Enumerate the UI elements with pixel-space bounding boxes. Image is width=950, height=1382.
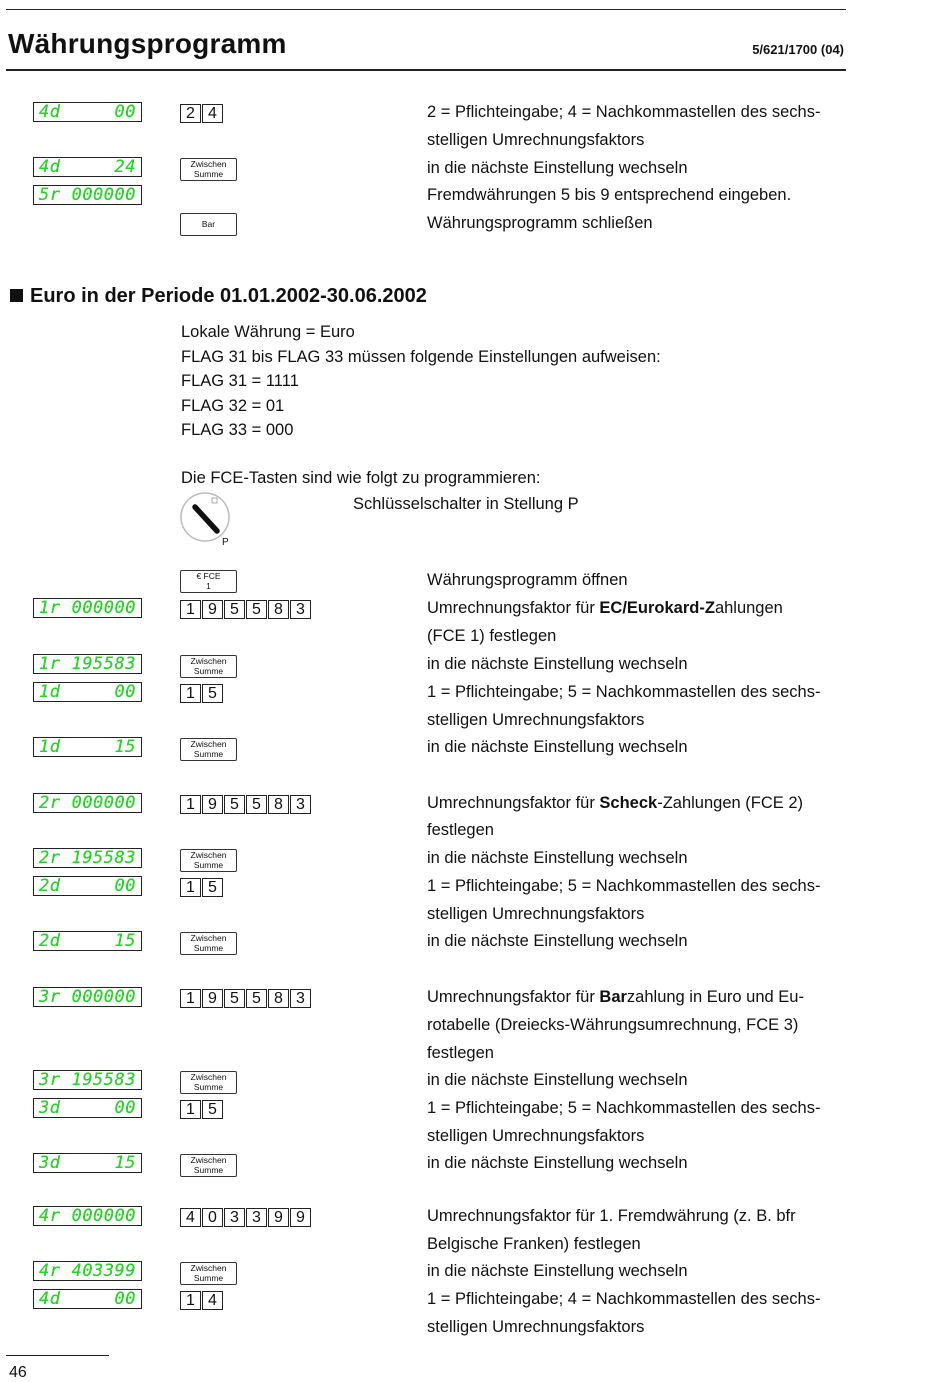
description-line: stelligen Umrechnungsfaktors [427, 711, 645, 729]
description-line: Fremdwährungen 5 bis 9 entsprechend eingeben. [427, 186, 792, 204]
lcd-display: 3d 15 [33, 1153, 142, 1173]
description-line: Belgische Franken) festlegen [427, 1235, 641, 1253]
digit-key: 9 [290, 1208, 311, 1227]
key-sequence [180, 104, 223, 123]
lcd-display: 3r 195583 [33, 1070, 142, 1090]
key-sequence [180, 1208, 311, 1227]
intro-line: FLAG 32 = 01 [181, 397, 285, 415]
lcd-display: 4d 24 [33, 157, 142, 177]
program-intro: Die FCE-Tasten sind wie folgt zu programmieren: [181, 469, 541, 487]
zwischensumme-key: Zwischen Summe [180, 1262, 237, 1285]
digit-key: 4 [180, 1208, 201, 1227]
description-line: in die nächste Einstellung wechseln [427, 738, 688, 756]
key-sequence [180, 795, 311, 814]
digit-key: 5 [202, 684, 223, 703]
description-line: (FCE 1) festlegen [427, 627, 557, 645]
description-line: 2 = Pflichteingabe; 4 = Nachkommastellen des sechs- [427, 103, 821, 121]
description-line: in die nächste Einstellung wechseln [427, 1154, 688, 1172]
digit-key: 3 [290, 795, 311, 814]
description-line: Währungsprogramm öffnen [427, 571, 628, 589]
key-sequence [180, 878, 223, 897]
lcd-display: 1r 000000 [33, 598, 142, 618]
zwischensumme-key: Zwischen Summe [180, 932, 237, 955]
digit-key: 8 [268, 600, 289, 619]
digit-key: 4 [202, 1291, 223, 1310]
zwischensumme-key: Zwischen Summe [180, 655, 237, 678]
bar-key: Bar [180, 213, 237, 236]
digit-key: 5 [202, 878, 223, 897]
digit-key: 9 [268, 1208, 289, 1227]
document-code: 5/621/1700 (04) [752, 42, 844, 57]
lcd-display: 1d 00 [33, 682, 142, 702]
digit-key: 9 [202, 795, 223, 814]
key-sequence [180, 989, 311, 1008]
intro-line: FLAG 31 bis FLAG 33 müssen folgende Einstellungen aufweisen: [181, 348, 661, 366]
description-line: in die nächste Einstellung wechseln [427, 159, 688, 177]
description-line: in die nächste Einstellung wechseln [427, 849, 688, 867]
description-line: stelligen Umrechnungsfaktors [427, 1127, 645, 1145]
key-sequence [180, 1291, 223, 1310]
description-line: Umrechnungsfaktor für EC/Eurokard-Zahlungen [427, 599, 783, 617]
zwischensumme-key: Zwischen Summe [180, 1071, 237, 1094]
digit-key: 5 [224, 600, 245, 619]
page-number: 46 [9, 1364, 27, 1381]
footer-rule [6, 1355, 109, 1356]
digit-key: 1 [180, 600, 201, 619]
fce1-key: € FCE 1 [180, 570, 237, 593]
description-line: 1 = Pflichteingabe; 4 = Nachkommastellen des sechs- [427, 1290, 821, 1308]
description-line: in die nächste Einstellung wechseln [427, 1262, 688, 1280]
digit-key: 1 [180, 1100, 201, 1119]
digit-key: 0 [202, 1208, 223, 1227]
keyswitch-position-label: P [222, 537, 229, 548]
digit-key: 3 [246, 1208, 267, 1227]
lcd-display: 2r 195583 [33, 848, 142, 868]
top-rule [6, 9, 846, 10]
digit-key: 5 [224, 989, 245, 1008]
digit-key: 3 [290, 600, 311, 619]
digit-key: 9 [202, 989, 223, 1008]
key-sequence [180, 684, 223, 703]
digit-key: 5 [246, 795, 267, 814]
digit-key: 5 [224, 795, 245, 814]
key-sequence [180, 600, 311, 619]
description-line: stelligen Umrechnungsfaktors [427, 131, 645, 149]
digit-key: 1 [180, 795, 201, 814]
section-heading: Euro in der Periode 01.01.2002-30.06.2002 [10, 285, 427, 308]
intro-line: FLAG 31 = 1111 [181, 372, 299, 390]
lcd-display: 3r 000000 [33, 987, 142, 1007]
description-line: 1 = Pflichteingabe; 5 = Nachkommastellen des sechs- [427, 1099, 821, 1117]
digit-key: 2 [180, 104, 201, 123]
intro-line: FLAG 33 = 000 [181, 421, 294, 439]
lcd-display: 2d 15 [33, 931, 142, 951]
digit-key: 5 [246, 600, 267, 619]
description-line: stelligen Umrechnungsfaktors [427, 1318, 645, 1336]
lcd-display: 5r 000000 [33, 185, 142, 205]
zwischensumme-key: Zwischen Summe [180, 158, 237, 181]
digit-key: 3 [290, 989, 311, 1008]
digit-key: 9 [202, 600, 223, 619]
digit-key: 3 [224, 1208, 245, 1227]
lcd-display: 2r 000000 [33, 793, 142, 813]
digit-key: 5 [202, 1100, 223, 1119]
zwischensumme-key: Zwischen Summe [180, 849, 237, 872]
description-line: festlegen [427, 821, 494, 839]
digit-key: 1 [180, 878, 201, 897]
bullet-square-icon [10, 289, 23, 302]
lcd-display: 3d 00 [33, 1098, 142, 1118]
zwischensumme-key: Zwischen Summe [180, 738, 237, 761]
digit-key: 1 [180, 989, 201, 1008]
description-line: festlegen [427, 1044, 494, 1062]
digit-key: 8 [268, 989, 289, 1008]
description-line: Umrechnungsfaktor für Barzahlung in Euro und Eu- [427, 988, 804, 1006]
key-switch-icon [179, 492, 239, 552]
zwischensumme-key: Zwischen Summe [180, 1154, 237, 1177]
digit-key: 4 [202, 104, 223, 123]
description-line: Währungsprogramm schließen [427, 214, 653, 232]
key-sequence [180, 1100, 223, 1119]
description-line: in die nächste Einstellung wechseln [427, 1071, 688, 1089]
title-rule [6, 69, 846, 71]
lcd-display: 4d 00 [33, 1289, 142, 1309]
description-line: rotabelle (Dreiecks-Währungsumrechnung, FCE 3) [427, 1016, 799, 1034]
description-line: in die nächste Einstellung wechseln [427, 932, 688, 950]
description-line: 1 = Pflichteingabe; 5 = Nachkommastellen des sechs- [427, 683, 821, 701]
lcd-display: 1r 195583 [33, 654, 142, 674]
page-title: Währungsprogramm [8, 28, 287, 59]
digit-key: 1 [180, 684, 201, 703]
description-line: in die nächste Einstellung wechseln [427, 655, 688, 673]
digit-key: 5 [246, 989, 267, 1008]
description-line: Umrechnungsfaktor für Scheck-Zahlungen (FCE 2) [427, 794, 804, 812]
description-line: 1 = Pflichteingabe; 5 = Nachkommastellen des sechs- [427, 877, 821, 895]
lcd-display: 1d 15 [33, 737, 142, 757]
lcd-display: 2d 00 [33, 876, 142, 896]
lcd-display: 4d 00 [33, 102, 142, 122]
lcd-display: 4r 403399 [33, 1261, 142, 1281]
lcd-display: 4r 000000 [33, 1206, 142, 1226]
digit-key: 1 [180, 1291, 201, 1310]
digit-key: 8 [268, 795, 289, 814]
intro-line: Lokale Währung = Euro [181, 323, 355, 341]
description-line: stelligen Umrechnungsfaktors [427, 905, 645, 923]
description-line: Umrechnungsfaktor für 1. Fremdwährung (z. B. bfr [427, 1207, 796, 1225]
keyswitch-label: Schlüsselschalter in Stellung P [353, 495, 579, 513]
